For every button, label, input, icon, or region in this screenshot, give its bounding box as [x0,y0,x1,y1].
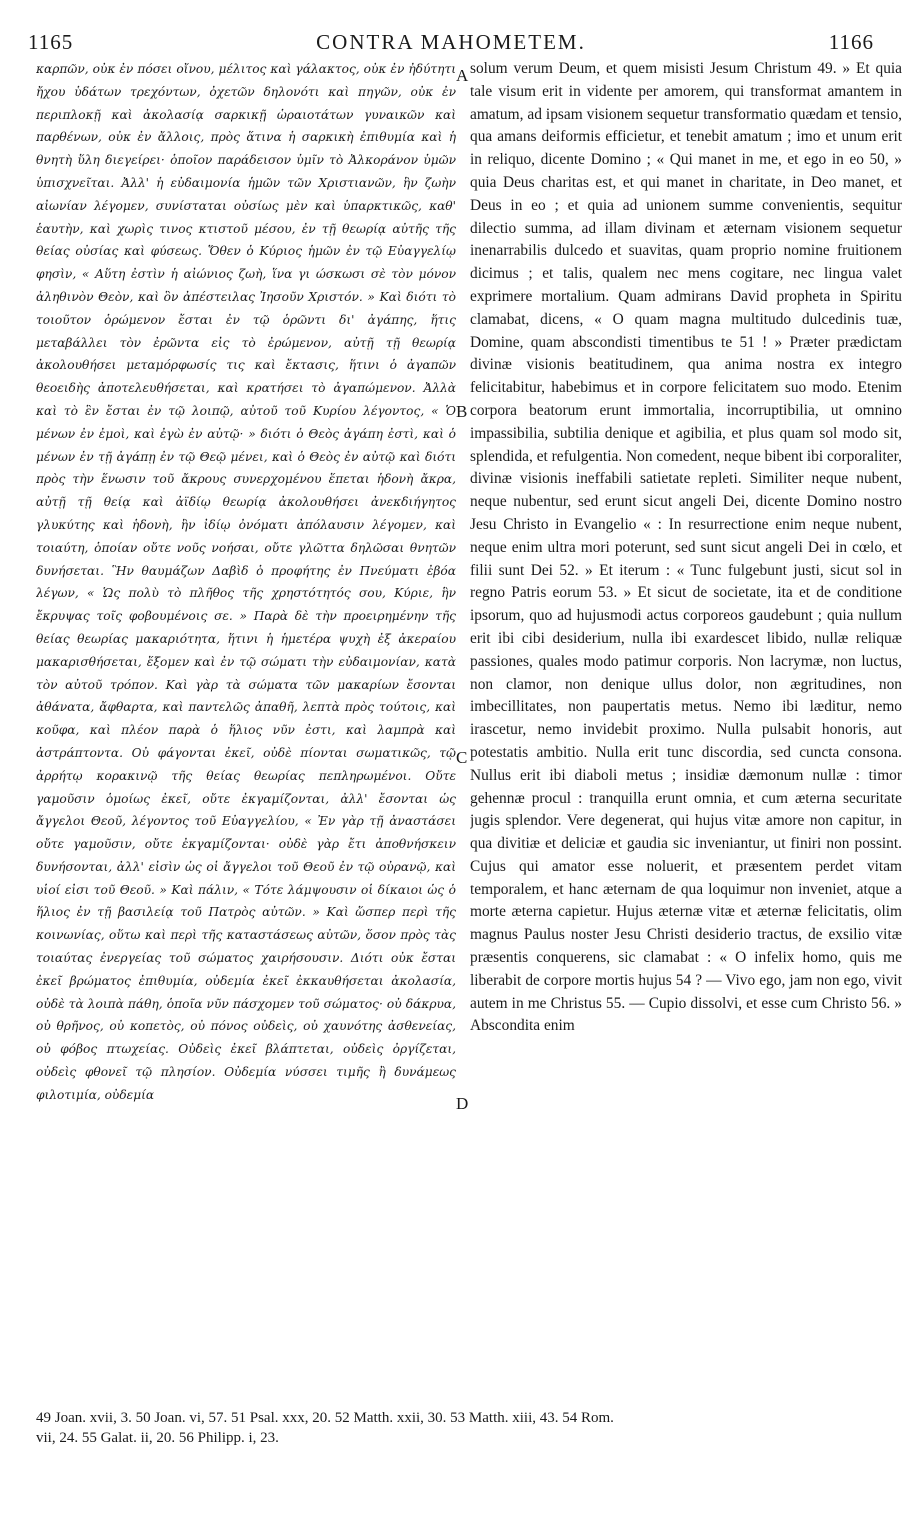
footnote-line-2: vii, 24. 55 Galat. ii, 20. 56 Philipp. i, 23. [36,1430,279,1446]
page-number-right: 1166 [828,30,874,54]
margin-mark-b: B [456,402,468,421]
running-header [28,30,874,54]
latin-column: solum verum Deum, et quem misisti Jesum Christum 49. » Et quia tale visum erit in vidente per amorem, qui transformat amantem in amatum, ad ipsam visionem sequetur transformatio quædam et tensio, qua amans deiformis efficietur, et tenebit amatum ; imo et unum erit in reliquo, dicente Domino ; « Qui manet in me, et ego in eo 50, » quia Deus charitas est, et qui manet in charitate, in Deo manet, et Deus in eo ; et quia ad unionem summe convenientis, sequitur dilectio summa, ad illam divinam et æternam visionem sequetur inenarrabilis dulcedo et suavitas, quam proprio nomine fruitionem dicimus ; et talis, qualem nec mens cogitare, nec lingua valet exprimere mortalium. Quam admirans David propheta in Spiritu clamabat, dicens, « O quam magna multitudo dulcedinis tuæ, Domine, quam abscondisti timentibus te 51 ! » Præter prædictam divinæ visionis beatitudinem, qua anima nostra ex integro felicitabitur, habebimus et in corpore felicitatem suo modo. Etenim corpora beatorum erunt immortalia, incorruptibilia, ut omnino impassibilia, subtilia denique et agibilia, et plus quam sol modo sit, splendida, et refulgentia. Non comedent, neque bibent ibi corporaliter, divinæ visionis ineffabili satietate repleti. Similiter neque nubent, neque nubentur, sed erunt sicut angeli Dei, dicente Domino nostro Jesu Christo in Evangelio « : In resurrectione enim neque nubent, neque enim ultra mori poterunt, sed sunt sicut angeli Dei in cœlo, et filii sunt Dei 52. » Et iterum : « Tunc fulgebunt justi, sicut sol in regno Patris eorum 53. » Et sicut de societate, ita et de conditione ipsorum, quo ad hujusmodi actus corporeos gaudebunt ; quia nullum erit ibi cibi desiderium, nulla ibi exardescet libido, nullæ reliquæ passiones, quales modo patimur corporis. Non lacrymæ, non luctus, non clamor, non denique ullus dolor, non ægritudines, non imbecillitates, non paupertatis metus. Nemo ibi læditur, nemo irascetur, nemo invidebit proximo. Nulla pulsabit honoris, aut potestatis ambitio. Nulla erit tunc discordia, sed cuncta consona. Nullus erit ibi diaboli metus ; insidiæ dæmonum nullæ : timor gehennæ procul : tranquilla erunt omnia, et cum æterna securitate jugis splendor. Vere degenerat, qui hujus vitæ amore non capitur, in qua divitiæ et deliciæ et gaudia sic inveniantur, ut finiri non possint. Cujus qui amator esse noluerit, et præsentem perdet vitam temporalem, et hanc æternam de qua loquimur non inveniet, atque a morte æterna capietur. Hujus æternæ vitæ et æternæ felicitatis, olim magnus Paulus noster Jesu Christi desiderio tractus, de exsilio vitæ præsentis conquerens, sic clamabat : « O infelix homo, quis me liberabit de corpore mortis hujus 54 ? — Vivo ego, jam non ego, vivit autem in me Christus 55. — Cupio dissolvi, et esse cum Christo 56. » Abscondita enim [470,60,902,1035]
margin-mark-c: C [456,748,468,767]
greek-column: καρπῶν, οὐκ ἐν πόσει οἴνου, μέλιτος καὶ γάλακτος, οὐκ ἐν ἠδύτητι ἤχου ὑδάτων τρεχόντων, ὀχετῶν δηλονότι καὶ πηγῶν, οὐκ ἐν περιπλοκῇ καὶ ἀκολασίᾳ σαρκικῇ ὡραιοτάτων γυναικῶν καὶ παρθένων, οὐκ ἐν ἄλλοις, πρὸς ἅτινα ἡ σαρκικὴ ἐπιθυμία καὶ ἡ θνητὴ ὕλη διεγείρει· ὁποῖον παράδεισον ὑμῖν τὸ Ἀλκοράνον ὑμῶν ὑπισχνεῖται. Ἀλλ' ἡ εὐδαιμονία ἡμῶν τῶν Χριστιανῶν, ἣν ζωὴν αἰωνίαν λέγομεν, συνίσταται οὐσίως μὲν καὶ ὑπαρκτικῶς, καθ' ἑαυτὴν, καὶ χωρὶς τινος κτιστοῦ μέσου, ἐν τῇ θεωρίᾳ αὐτῆς τῆς θείας οὐσίας καὶ φύσεως. Ὅθεν ὁ Κύριος ἡμῶν ἐν τῷ Εὐαγγελίῳ φησὶν, « Αὕτη ἐστὶν ἡ αἰώνιος ζωὴ, ἵνα γι ώσκωσι σὲ τὸν μόνον ἀληθινὸν Θεὸν, καὶ ὃν ἀπέστειλας Ἰησοῦν Χριστόν. » Καὶ διότι τὸ τοιοῦτον ὁρώμενον ἔσται ἐν τῷ ὁρῶντι δι' ἀγάπης, ἥτις μεταβάλλει τὸν ἐρῶντα εἰς τὸ ἐρώμενον, αὐτῇ τῇ θεωρίᾳ ἀκολουθήσει μεταμόρφωσίς τις καὶ ἔκτασις, ἥτινι ὁ ἀγαπῶν θεοειδὴς ἀποτελευθήσεται, καὶ κρατήσει τὸ ἀγαπώμενον. Ἀλλὰ καὶ τὸ ἓν ἔσται ἐν τῷ λοιπῷ, αὐτοῦ τοῦ Κυρίου λέγοντος, « Ὁ μένων ἐν ἐμοὶ, καὶ ἐγὼ ἐν αὐτῷ· » διότι ὁ Θεὸς ἀγάπη ἐστὶ, καὶ ὁ μένων ἐν τῇ ἀγάπῃ ἐν τῷ Θεῷ μένει, καὶ ὁ Θεὸς ἐν αὐτῷ καὶ διότι πρὸς τὴν ἕνωσιν τοῦ ἄκρους συνερχομένου ἕπεται ἡδονὴ ἄκρα, αὐτῇ τῇ θείᾳ καὶ ἀϊδίῳ θεωρίᾳ ἀκολουθήσει ἀνεκδιήγητος γλυκύτης καὶ ἡδονὴ, ἣν ἰδίῳ ὀνόματι ἀπόλαυσιν λέγομεν, καὶ τοιαύτη, ὁποίαν οὔτε νοῦς νοήσαι, οὔτε γλῶττα δηλῶσαι θνητῶν δυνήσεται. Ἣν θαυμάζων Δαβὶδ ὁ προφήτης ἐν Πνεύματι ἐβόα λέγων, « Ὡς πολὺ τὸ πλῆθος τῆς χρηστότητός σου, Κύριε, ἣν ἔκρυψας τοῖς φοβουμένοις σε. » Παρὰ δὲ τὴν προειρημένην τῆς θείας θεωρίας μακαριότητα, ἥτινι ἡ ἡμετέρα ψυχὴ ἐξ ἀκεραίου μακαρισθήσεται, ἕξομεν καὶ ἐν τῷ σώματι τὴν εὐδαιμονίαν, κατὰ τὸν αὐτοῦ τρόπον. Καὶ γὰρ τὰ σώματα τῶν μακαρίων ἔσονται ἀθάνατα, ἄφθαρτα, καὶ παντελῶς ἀπαθῆ, λεπτὰ πρὸς τούτοις, καὶ κοῦφα, καὶ πλέον παρὰ ὁ ἥλιος νῦν ἐστι, καὶ λαμπρὰ καὶ ἀστράπτοντα. Οὐ φάγονται ἐκεῖ, οὐδὲ πίονται σωματικῶς, τῷ ἀρρήτῳ κορακινῷ τῆς θείας θεωρίας πεπληρωμένοι. Οὔτε γαμοῦσιν ὁμοίως ἐκεῖ, οὔτε ἐκγαμίζονται, ἀλλ' ἔσονται ὡς ἄγγελοι Θεοῦ, λέγοντος τοῦ Εὐαγγελίου, « Ἐν γὰρ τῇ ἀναστάσει οὔτε γαμοῦσιν, οὔτε ἐκγαμίζονται· οὐδὲ γὰρ ἔτι ἀποθνήσκειν δυνήσονται, ἀλλ' εἰσὶν ὡς οἱ ἄγγελοι τοῦ Θεοῦ ἐν τῷ οὐρανῷ, καὶ υἱοί εἰσι τοῦ Θεοῦ. » Καὶ πάλιν, « Τότε λάμψουσιν οἱ δίκαιοι ὡς ὁ ἥλιος ἐν τῇ βασιλείᾳ τοῦ Πατρὸς αὐτῶν. » Καὶ ὥσπερ περὶ τῆς κοινωνίας, οὕτω καὶ περὶ τῆς καταστάσεως αὐτῶν, ὅσον πρὸς τὰς τοιαύτας ἐνεργείας τοῦ σώματος χαιρήσουσιν. Διότι οὐκ ἔσται ἐκεῖ βρώματος ἐπιθυμία, οὐδεμία ἐκεῖ ἐκκαυθήσεται ἀκολασία, οὐδὲ τὰ λοιπὰ πάθη, ὁποῖα νῦν πάσχομεν τοῦ σώματος· οὐ δάκρυα, οὐ θρῆνος, οὐ κοπετὸς, οὐ πόνος οὐδεὶς, οὐ χαυνότης ἀσθενείας, οὐ φόβος πτωχείας. Οὐδεὶς ἐκεῖ βλάπτεται, οὐδεὶς ὀργίζεται, οὐδεὶς φθονεῖ τῷ πλησίον. Οὐδεμία νύσσει τιμῆς ἢ δυνάμεως φιλοτιμία, οὐδεμία [36,62,456,1102]
running-title: CONTRA MAHOMETEM. [316,30,586,54]
page-number-left: 1165 [28,30,74,54]
margin-mark-a: A [456,66,469,85]
margin-mark-d: D [456,1094,469,1113]
footnote-line-1: 49 Joan. xvii, 3. 50 Joan. vi, 57. 51 Psal. xxx, 20. 52 Matth. xxii, 30. 53 Matth. xiii, 43. 54 Rom. [36,1410,614,1426]
footnotes [36,1408,902,1448]
